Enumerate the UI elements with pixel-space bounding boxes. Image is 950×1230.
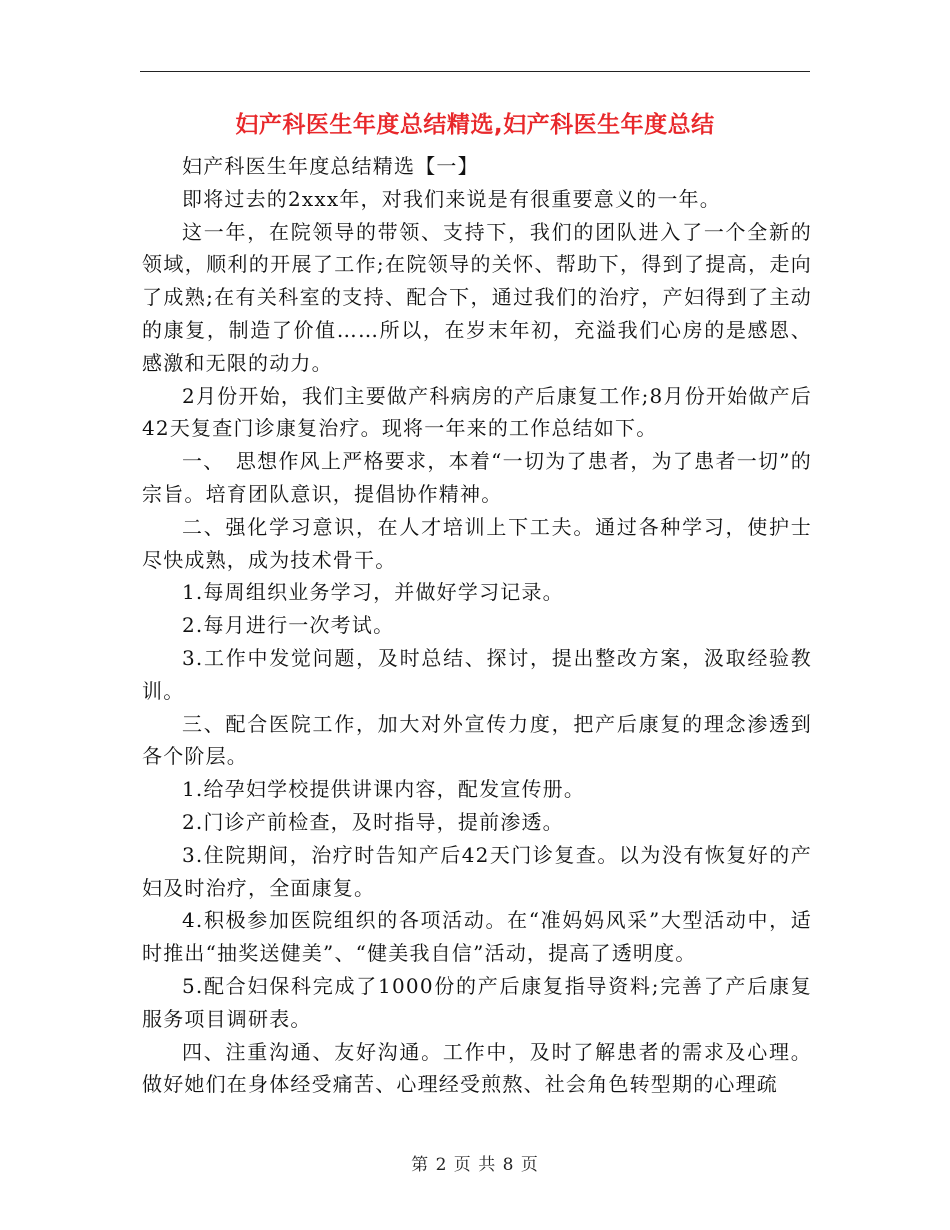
list-item: 2.门诊产前检查，及时指导，提前渗透。: [182, 809, 564, 834]
paragraph: 四、注重沟通、友好沟通。工作中，及时了解患者的需求及心理。做好她们在身体经受痛苦、心理经受煎熬、社会角色转型期的心理疏: [142, 1039, 812, 1097]
list-item: 4.积极参加医院组织的各项活动。在“准妈妈风采”大型活动中，适时推出“抽奖送健美”、“健美我自信”活动，提高了透明度。: [142, 908, 812, 966]
list-item: 5.配合妇保科完成了1000份的产后康复指导资料;完善了产后康复服务项目调研表。: [142, 973, 812, 1031]
header-rule: [140, 71, 810, 72]
document-title: 妇产科医生年度总结精选,妇产科医生年度总结: [235, 112, 715, 138]
list-item: 2.每月进行一次考试。: [182, 613, 395, 638]
list-item: 1.每周组织业务学习，并做好学习记录。: [182, 580, 564, 605]
paragraph: 三、配合医院工作，加大对外宣传力度，把产后康复的理念渗透到各个阶层。: [142, 711, 812, 769]
list-item: 3.住院期间，治疗时告知产后42天门诊复查。以为没有恢复好的产妇及时治疗，全面康复。: [142, 842, 812, 900]
page-number: 第 2 页 共 8 页: [411, 1155, 539, 1175]
paragraph: 一、 思想作风上严格要求，本着“一切为了患者，为了患者一切”的宗旨。培育团队意识，提倡协作精神。: [142, 449, 812, 506]
paragraph: 即将过去的2xxx年，对我们来说是有很重要意义的一年。: [182, 186, 721, 211]
paragraph: 这一年，在院领导的带领、支持下，我们的团队进入了一个全新的领域，顺利的开展了工作;在院领导的关怀、帮助下，得到了提高，走向了成熟;在有关科室的支持、配合下，通过我们的治疗，产妇得到了主动的康复，制造了价值……所以，在岁末年初，充溢我们心房的是感恩、感激和无限的动力。: [142, 219, 812, 375]
section-heading: 妇产科医生年度总结精选【一】: [182, 154, 479, 178]
list-item: 1.给孕妇学校提供讲课内容，配发宣传册。: [182, 777, 586, 802]
list-item: 3.工作中发觉问题，及时总结、探讨，提出整改方案，汲取经验教训。: [142, 645, 812, 703]
paragraph: 二、强化学习意识，在人才培训上下工夫。通过各种学习，使护士尽快成熟，成为技术骨干。: [142, 514, 812, 572]
document-body: [142, 150, 812, 1101]
paragraph: 2月份开始，我们主要做产科病房的产后康复工作;8月份开始做产后42天复查门诊康复治疗。现将一年来的工作总结如下。: [142, 383, 812, 441]
